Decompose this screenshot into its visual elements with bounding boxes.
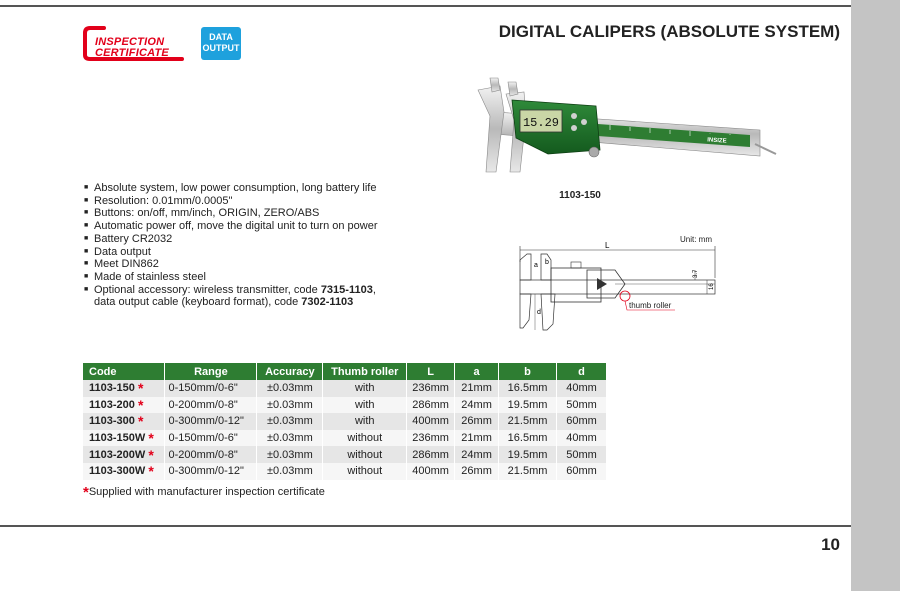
accessory-text-cable: data output cable (keyboard format), code <box>94 296 302 309</box>
logo-data-text: DATA <box>209 32 233 42</box>
inspection-certificate-logo <box>82 25 186 62</box>
accessory-code-transmitter: 7315-1103 <box>320 283 373 296</box>
col-header-thumb-roller: Thumb roller <box>323 363 407 380</box>
footnote <box>83 484 325 501</box>
cell-range: 0-300mm/0-12" <box>165 463 257 480</box>
footer-divider <box>0 525 851 527</box>
dim-label-b: b <box>545 259 549 266</box>
table-row <box>83 430 607 447</box>
cell-thumb-roller: with <box>323 413 407 430</box>
code-text: 1103-200 <box>89 398 135 411</box>
table-row <box>83 413 607 430</box>
certificate-star: * <box>148 430 154 447</box>
dim-label-a: a <box>534 262 538 269</box>
cell-code <box>83 430 165 447</box>
cell-accuracy: ±0.03mm <box>257 380 323 397</box>
cell-accuracy: ±0.03mm <box>257 413 323 430</box>
cell-l: 286mm <box>407 397 455 414</box>
footnote-star: * <box>83 484 89 501</box>
photo-caption: 1103-150 <box>559 190 601 201</box>
cell-a: 21mm <box>455 380 499 397</box>
certificate-star: * <box>137 413 144 430</box>
accessory-code-cable: 7302-1103 <box>301 296 354 309</box>
cell-d: 50mm <box>557 397 607 414</box>
col-header-a: a <box>455 363 499 380</box>
cell-accuracy: ±0.03mm <box>257 397 323 414</box>
cell-code <box>83 380 165 397</box>
cell-code <box>83 446 165 463</box>
logo-inspection-text: INSPECTION <box>95 36 165 48</box>
unit-label: Unit: mm <box>680 235 712 244</box>
feature-item: ■ Made of stainless steel <box>84 271 378 284</box>
page-number: 10 <box>821 535 840 554</box>
table-row <box>83 463 607 480</box>
cell-l: 236mm <box>407 380 455 397</box>
footnote-text: Supplied with manufacturer inspection certificate <box>88 486 325 498</box>
accessory-text: Optional accessory: wireless transmitter, code <box>94 283 321 296</box>
dim-label-d: d <box>537 309 541 316</box>
col-header-code: Code <box>83 363 165 380</box>
cell-a: 26mm <box>455 413 499 430</box>
cell-l: 400mm <box>407 463 455 480</box>
cell-b: 19.5mm <box>499 446 557 463</box>
cell-code <box>83 413 165 430</box>
cell-range: 0-200mm/0-8" <box>165 397 257 414</box>
caliper-brand-label: INSIZE <box>707 137 727 145</box>
cell-d: 50mm <box>557 446 607 463</box>
data-output-logo <box>201 27 241 60</box>
feature-item: ■ Absolute system, low power consumption, long battery life <box>84 182 378 195</box>
feature-item: ■ Buttons: on/off, mm/inch, ORIGIN, ZERO/ABS <box>84 207 378 220</box>
cell-d: 60mm <box>557 463 607 480</box>
code-text: 1103-300 <box>89 415 135 428</box>
code-text: 1103-150W <box>89 432 146 445</box>
cell-accuracy: ±0.03mm <box>257 430 323 447</box>
col-header-d: d <box>557 363 607 380</box>
table-row <box>83 397 607 414</box>
col-header-l: L <box>407 363 455 380</box>
cell-thumb-roller: without <box>323 430 407 447</box>
accessory-separator: , <box>372 283 376 296</box>
caliper-display-reading: 15.29 <box>522 116 560 130</box>
col-header-range: Range <box>165 363 257 380</box>
feature-item: ■ Automatic power off, move the digital unit to turn on power <box>84 220 378 233</box>
cell-accuracy: ±0.03mm <box>257 446 323 463</box>
cell-b: 21.5mm <box>499 413 557 430</box>
col-header-accuracy: Accuracy <box>257 363 323 380</box>
cell-accuracy: ±0.03mm <box>257 463 323 480</box>
table-row <box>83 446 607 463</box>
cell-a: 26mm <box>455 463 499 480</box>
cell-l: 286mm <box>407 446 455 463</box>
cell-l: 400mm <box>407 413 455 430</box>
feature-list <box>84 182 378 309</box>
logo-certificate-text: CERTIFICATE <box>95 47 169 59</box>
page-title: DIGITAL CALIPERS (ABSOLUTE SYSTEM) <box>498 22 840 41</box>
caliper-technical-drawing <box>515 240 725 335</box>
cell-l: 236mm <box>407 430 455 447</box>
dim-label-3-7: 3.7 <box>693 269 699 278</box>
cell-range: 0-200mm/0-8" <box>165 446 257 463</box>
feature-item: ■ Battery CR2032 <box>84 233 378 246</box>
cell-code <box>83 397 165 414</box>
cell-b: 19.5mm <box>499 397 557 414</box>
code-text: 1103-300W <box>89 465 146 478</box>
cell-b: 16.5mm <box>499 380 557 397</box>
cell-range: 0-150mm/0-6" <box>165 430 257 447</box>
cell-thumb-roller: without <box>323 446 407 463</box>
certificate-star: * <box>137 380 144 397</box>
cell-a: 21mm <box>455 430 499 447</box>
code-text: 1103-200W <box>89 448 146 461</box>
cell-thumb-roller: with <box>323 380 407 397</box>
specification-table <box>83 363 607 480</box>
cell-d: 60mm <box>557 413 607 430</box>
table-row <box>83 380 607 397</box>
caliper-product-photo <box>460 72 780 182</box>
col-header-b: b <box>499 363 557 380</box>
cell-thumb-roller: with <box>323 397 407 414</box>
feature-item: ■ Data output <box>84 246 378 259</box>
feature-item-accessory <box>84 284 378 309</box>
certificate-star: * <box>137 396 144 413</box>
logo-output-text: OUTPUT <box>202 43 240 53</box>
feature-item: ■ Meet DIN862 <box>84 258 378 271</box>
cell-d: 40mm <box>557 430 607 447</box>
cell-a: 24mm <box>455 446 499 463</box>
dim-label-L: L <box>605 241 610 250</box>
cell-d: 40mm <box>557 380 607 397</box>
cell-b: 16.5mm <box>499 430 557 447</box>
thumb-roller-callout: thumb roller <box>629 301 672 310</box>
cell-a: 24mm <box>455 397 499 414</box>
cell-range: 0-150mm/0-6" <box>165 380 257 397</box>
certificate-star: * <box>148 463 154 480</box>
header-divider <box>0 5 851 7</box>
cell-thumb-roller: without <box>323 463 407 480</box>
table-header-row <box>83 363 607 380</box>
cell-code <box>83 463 165 480</box>
cell-range: 0-300mm/0-12" <box>165 413 257 430</box>
certificate-star: * <box>148 446 154 463</box>
dim-label-16: 16 <box>709 283 715 290</box>
page-side-strip <box>851 0 900 591</box>
feature-item: ■ Resolution: 0.01mm/0.0005" <box>84 195 378 208</box>
accessory-line-2 <box>94 296 378 309</box>
cell-b: 21.5mm <box>499 463 557 480</box>
code-text: 1103-150 <box>89 382 135 395</box>
